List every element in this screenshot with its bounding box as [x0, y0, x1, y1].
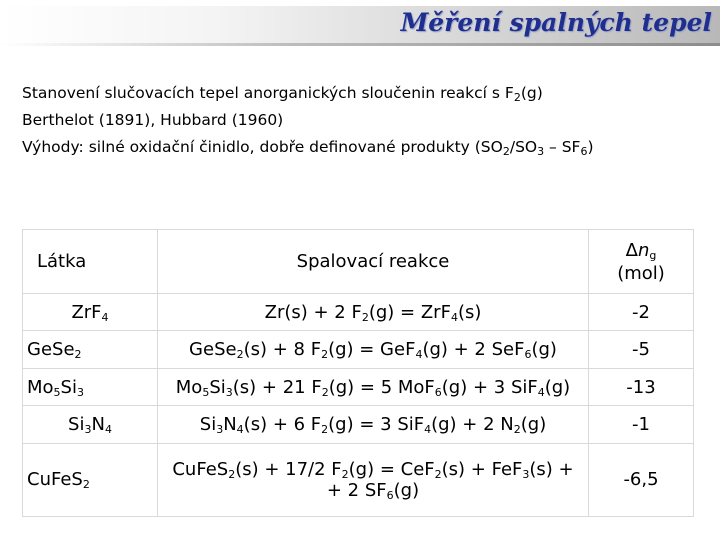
reaction-line-2 — [162, 480, 584, 501]
subscript: 6 — [386, 488, 394, 502]
subscript: 4 — [104, 423, 112, 437]
table-row — [23, 331, 694, 368]
header-delta-ng-symbol — [593, 239, 689, 262]
subscript: 2 — [321, 423, 329, 437]
row-reaction — [158, 368, 589, 405]
subscript: 2 — [361, 310, 369, 324]
reaction-line-1 — [162, 459, 584, 480]
formula-part: GeSe — [189, 339, 237, 361]
intro-line-3 — [22, 134, 712, 161]
subscript: 4 — [101, 310, 109, 324]
formula-part: Si — [199, 414, 217, 436]
subscript: 4 — [450, 310, 458, 324]
formula-part: (g) + 2 SeF — [422, 339, 525, 361]
row-substance — [23, 443, 158, 516]
row-substance — [23, 368, 158, 405]
formula-part: (s) + 6 F — [243, 414, 322, 436]
table-header-row — [23, 230, 694, 294]
intro-line-1-text: Stanovení slučovacích tepel anorganických sloučenin reakcí s F — [22, 84, 514, 102]
formula-part: GeSe — [27, 339, 75, 361]
formula-part: Zr(s) + 2 F — [264, 301, 362, 323]
formula-part: ZrF — [71, 301, 102, 323]
formula-part: Si — [68, 414, 85, 436]
table-row — [23, 443, 694, 516]
subscript: 2 — [513, 91, 521, 104]
subscript: 2 — [82, 478, 90, 492]
intro-line-3-text: Výhody: silné oxidační činidlo, dobře definované produkty (SO — [22, 138, 503, 156]
formula-part: Si — [60, 376, 77, 398]
table-row — [23, 368, 694, 405]
table-row — [23, 406, 694, 443]
intro-line-3-dash: – SF — [544, 138, 581, 156]
formula-part: (s) — [457, 301, 482, 323]
subscript: 4 — [424, 423, 432, 437]
subscript: 4 — [236, 423, 244, 437]
formula-part: CuFeS — [172, 458, 229, 480]
subscript: 3 — [225, 385, 233, 399]
page-title: Měření spalných tepel — [400, 8, 712, 37]
formula-part: (g) — [531, 339, 557, 361]
row-substance — [23, 406, 158, 443]
intro-line-2: Berthelot (1891), Hubbard (1960) — [22, 111, 284, 129]
formula-part: Si — [209, 376, 226, 398]
formula-part: (s) + FeF — [441, 458, 523, 480]
intro-text — [22, 80, 712, 161]
subscript: 2 — [321, 348, 329, 362]
reaction-table — [22, 229, 694, 517]
subscript: 3 — [84, 423, 92, 437]
formula-part: (g) = CeF — [348, 458, 435, 480]
subscript: 5 — [202, 385, 210, 399]
subscript: 2 — [513, 423, 521, 437]
formula-part: CuFeS — [27, 469, 83, 491]
subscript: 2 — [341, 467, 349, 481]
formula-part: (g) + 3 SiF — [441, 376, 538, 398]
row-delta-ng: -2 — [589, 294, 694, 331]
row-reaction — [158, 294, 589, 331]
formula-part: (g) = 3 SiF — [328, 414, 425, 436]
formula-part: (g) — [544, 376, 571, 398]
row-delta-ng: -5 — [589, 331, 694, 368]
row-substance — [23, 294, 158, 331]
intro-line-3-end: ) — [587, 138, 594, 156]
formula-part: (g) + 2 N — [431, 414, 514, 436]
header-reaction: Spalovací reakce — [158, 230, 589, 294]
subscript: 6 — [434, 385, 442, 399]
row-reaction — [158, 406, 589, 443]
row-delta-ng: -1 — [589, 406, 694, 443]
subscript: 3 — [216, 423, 224, 437]
delta-symbol: Δ — [625, 239, 638, 261]
intro-line-3-mid: /SO — [509, 138, 538, 156]
subscript: 3 — [76, 385, 84, 399]
formula-part: (s) + 21 F — [232, 376, 322, 398]
formula-part: N — [223, 414, 237, 436]
formula-part: (g) — [393, 479, 420, 501]
subscript: 3 — [522, 467, 530, 481]
subscript: 5 — [53, 385, 61, 399]
formula-part: (s) + — [529, 458, 574, 480]
formula-part: Mo — [175, 376, 203, 398]
row-delta-ng: -13 — [589, 368, 694, 405]
subscript: 3 — [537, 145, 545, 158]
row-reaction — [158, 443, 589, 516]
formula-part: (g) — [520, 414, 547, 436]
subscript: 4 — [415, 348, 423, 362]
formula-part: (g) = ZrF — [368, 301, 451, 323]
subscript: 6 — [524, 348, 532, 362]
subscript: 2 — [502, 145, 510, 158]
subscript: 2 — [228, 467, 236, 481]
header-delta-ng-unit: (mol) — [617, 262, 665, 284]
subscript: g — [649, 248, 657, 262]
table-row — [23, 294, 694, 331]
row-reaction — [158, 331, 589, 368]
formula-part: (g) = 5 MoF — [328, 376, 435, 398]
formula-part: N — [91, 414, 105, 436]
row-delta-ng: -6,5 — [589, 443, 694, 516]
header-substance: Látka — [23, 230, 158, 294]
header-delta-ng — [589, 230, 694, 294]
formula-part: (s) + 8 F — [243, 339, 322, 361]
title-bar — [0, 6, 720, 46]
intro-line-1 — [22, 80, 712, 107]
row-substance — [23, 331, 158, 368]
formula-part: (s) + 17/2 F — [235, 458, 342, 480]
subscript: 2 — [236, 348, 244, 362]
subscript: 6 — [580, 145, 588, 158]
subscript: 2 — [74, 348, 82, 362]
subscript: 2 — [321, 385, 329, 399]
intro-line-1-end: (g) — [520, 84, 543, 102]
subscript: 2 — [434, 467, 442, 481]
formula-part: + 2 SF — [326, 479, 387, 501]
formula-part: Mo — [27, 376, 54, 398]
n-symbol: n — [637, 239, 650, 261]
formula-part: (g) = GeF — [328, 339, 416, 361]
subscript: 4 — [537, 385, 545, 399]
title-underline — [0, 43, 720, 46]
